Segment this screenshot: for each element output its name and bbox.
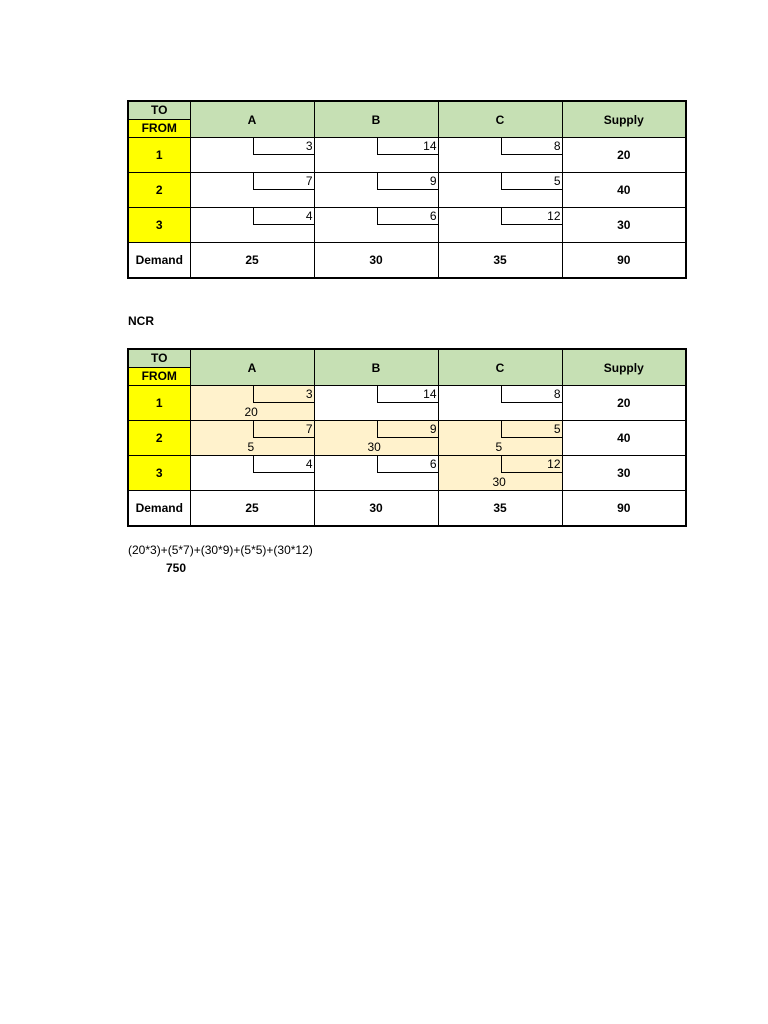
cell-1-b — [314, 386, 438, 421]
allocation-value: 20 — [244, 405, 258, 419]
cell-3-a — [190, 208, 314, 243]
supply-3: 30 — [562, 456, 686, 491]
col-header-a: A — [190, 101, 314, 138]
allocation-value: 30 — [492, 475, 506, 489]
col-header-a: A — [190, 349, 314, 386]
cell-3-c — [438, 208, 562, 243]
cost-value: 12 — [501, 456, 562, 473]
row-header-3: 3 — [128, 456, 190, 491]
demand-b: 30 — [314, 491, 438, 527]
demand-a: 25 — [190, 491, 314, 527]
cost-value: 6 — [377, 208, 438, 225]
cell-3-b — [314, 456, 438, 491]
cost-value: 8 — [501, 138, 562, 155]
row-header-2: 2 — [128, 421, 190, 456]
supply-2: 40 — [562, 421, 686, 456]
cost-value: 14 — [377, 386, 438, 403]
cell-3-c — [438, 456, 562, 491]
cost-value: 4 — [253, 456, 314, 473]
to-from-corner — [128, 349, 190, 386]
to-from-corner — [128, 101, 190, 138]
cell-1-c — [438, 138, 562, 173]
cell-2-c — [438, 421, 562, 456]
cost-value: 9 — [377, 173, 438, 190]
total-cost-result: 750 — [166, 561, 187, 575]
cost-value: 3 — [253, 138, 314, 155]
cell-2-a — [190, 173, 314, 208]
total: 90 — [562, 243, 686, 279]
row-header-1: 1 — [128, 386, 190, 421]
demand-label: Demand — [128, 243, 190, 279]
cost-table — [127, 100, 687, 279]
allocation-value: 5 — [247, 440, 255, 454]
from-label: FROM — [129, 120, 190, 137]
supply-2: 40 — [562, 173, 686, 208]
col-header-supply: Supply — [562, 349, 686, 386]
cost-value: 5 — [501, 421, 562, 438]
cost-value: 5 — [501, 173, 562, 190]
cell-3-a — [190, 456, 314, 491]
allocation-value: 30 — [367, 440, 381, 454]
from-label: FROM — [129, 368, 190, 385]
col-header-c: C — [438, 349, 562, 386]
to-label: TO — [129, 102, 190, 120]
cell-2-b — [314, 421, 438, 456]
cost-value: 4 — [253, 208, 314, 225]
demand-a: 25 — [190, 243, 314, 279]
cell-1-b — [314, 138, 438, 173]
cost-value: 7 — [253, 421, 314, 438]
total: 90 — [562, 491, 686, 527]
cost-value: 6 — [377, 456, 438, 473]
cell-2-a — [190, 421, 314, 456]
cell-1-a — [190, 138, 314, 173]
cell-1-c — [438, 386, 562, 421]
cell-1-a — [190, 386, 314, 421]
col-header-b: B — [314, 349, 438, 386]
cost-value: 3 — [253, 386, 314, 403]
cost-value: 7 — [253, 173, 314, 190]
row-header-3: 3 — [128, 208, 190, 243]
cell-2-b — [314, 173, 438, 208]
cost-value: 14 — [377, 138, 438, 155]
to-label: TO — [129, 350, 190, 368]
demand-b: 30 — [314, 243, 438, 279]
cell-3-b — [314, 208, 438, 243]
allocation-table — [127, 348, 687, 527]
demand-label: Demand — [128, 491, 190, 527]
cost-formula: (20*3)+(5*7)+(30*9)+(5*5)+(30*12) — [128, 543, 313, 557]
supply-3: 30 — [562, 208, 686, 243]
allocation-value: 5 — [495, 440, 503, 454]
demand-c: 35 — [438, 491, 562, 527]
demand-c: 35 — [438, 243, 562, 279]
col-header-b: B — [314, 101, 438, 138]
cost-value: 8 — [501, 386, 562, 403]
row-header-1: 1 — [128, 138, 190, 173]
row-header-2: 2 — [128, 173, 190, 208]
cost-value: 9 — [377, 421, 438, 438]
supply-1: 20 — [562, 386, 686, 421]
cell-2-c — [438, 173, 562, 208]
cost-value: 12 — [501, 208, 562, 225]
col-header-supply: Supply — [562, 101, 686, 138]
col-header-c: C — [438, 101, 562, 138]
supply-1: 20 — [562, 138, 686, 173]
method-label: NCR — [128, 314, 154, 328]
